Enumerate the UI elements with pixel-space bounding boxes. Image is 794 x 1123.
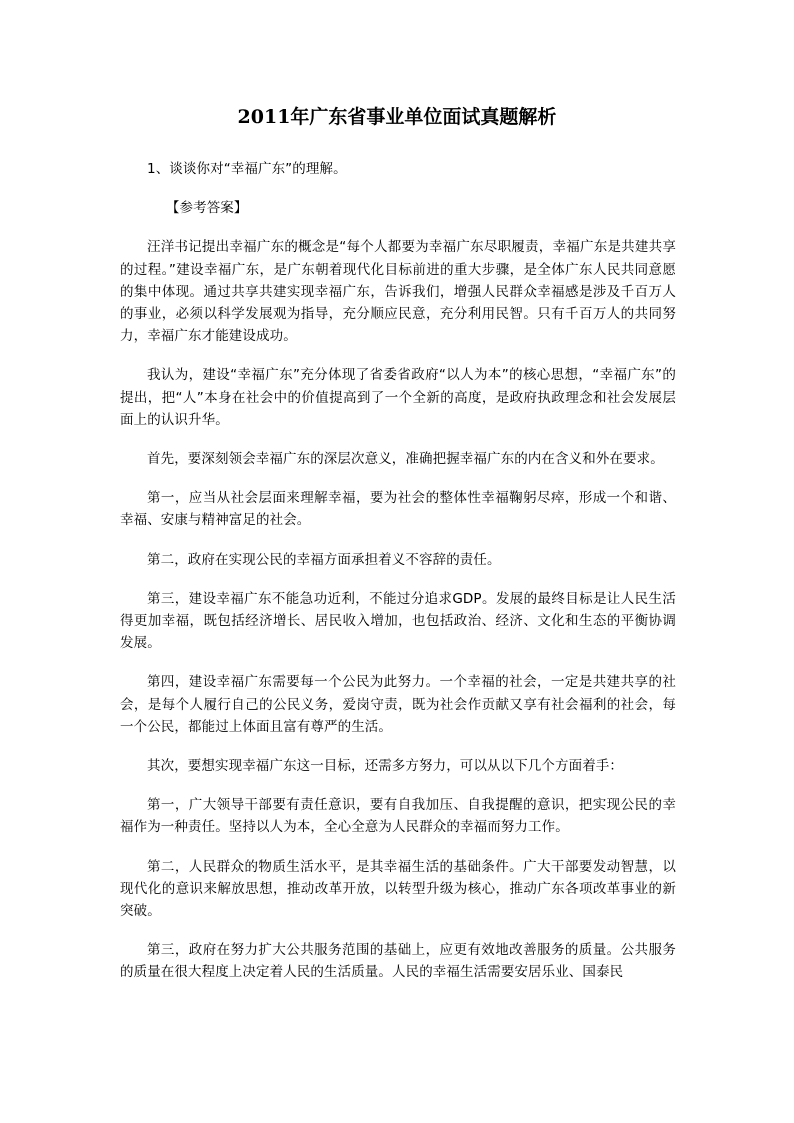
paragraph-2: 我认为，建设“幸福广东”充分体现了省委省政府“以人为本”的核心思想，“幸福广东”的提出，把“人”本身在社会中的价值提高到了一个全新的高度，是政府执政理念和社会发展层面上的认识升华。 [120,367,676,428]
paragraph-3: 首先，要深刻领会幸福广东的深层次意义，准确把握幸福广东的内在含义和外在要求。 [147,451,664,468]
paragraph-11: 第三，政府在努力扩大公共服务范围的基础上，应更有效地改善服务的质量。公共服务的质量在很大程度上决定着人民的生活质量。人民的幸福生活需要安居乐业、国泰民 [120,942,676,981]
paragraph-1: 汪洋书记提出幸福广东的概念是“每个人都要为幸福广东尽职履责，幸福广东是共建共享的过程。”建设幸福广东，是广东朝着现代化目标前进的重大步骤，是全体广东人民共同意愿的集中体现。通过共享共建实现幸福广东，告诉我们，增强人民群众幸福感是涉及千百万人的事业，必须以科学发展观为指导，充分顺应民意，充分利用民智。只有千百万人的共同努力，幸福广东才能建设成功。 [120,239,676,345]
answer-label: 【参考答案】 [165,200,248,217]
paragraph-4: 第一，应当从社会层面来理解幸福，要为社会的整体性幸福鞠躬尽瘁，形成一个和谐、幸福、安康与精神富足的社会。 [120,490,676,529]
paragraph-7: 第四，建设幸福广东需要每一个公民为此努力。一个幸福的社会，一定是共建共享的社会，是每个人履行自己的公民义务，爱岗守责，既为社会作贡献又享有社会福利的社会，每一个公民，都能过上体面且富有尊严的生活。 [120,674,676,735]
document-title: 2011年广东省事业单位面试真题解析 [237,106,557,128]
paragraph-9: 第一，广大领导干部要有责任意识，要有自我加压、自我提醒的意识，把实现公民的幸福作为一种责任。坚持以人为本，全心全意为人民群众的幸福而努力工作。 [120,797,676,836]
paragraph-5: 第二，政府在实现公民的幸福方面承担着义不容辞的责任。 [147,551,501,568]
paragraph-8: 其次，要想实现幸福广东这一目标，还需多方努力，可以从以下几个方面着手： [147,758,623,775]
paragraph-10: 第二，人民群众的物质生活水平，是其幸福生活的基础条件。广大干部要发动智慧，以现代化的意识来解放思想，推动改革开放，以转型升级为核心，推动广东各项改革事业的新突破。 [120,858,676,920]
question-text: 1、谈谈你对“幸福广东”的理解。 [147,161,347,177]
document-body [120,158,676,1001]
paragraph-6: 第三，建设幸福广东不能急功近利，不能过分追求GDP。发展的最终目标是让人民生活得更加幸福，既包括经济增长、居民收入增加，也包括政治、经济、文化和生态的平衡协调发展。 [120,590,676,652]
